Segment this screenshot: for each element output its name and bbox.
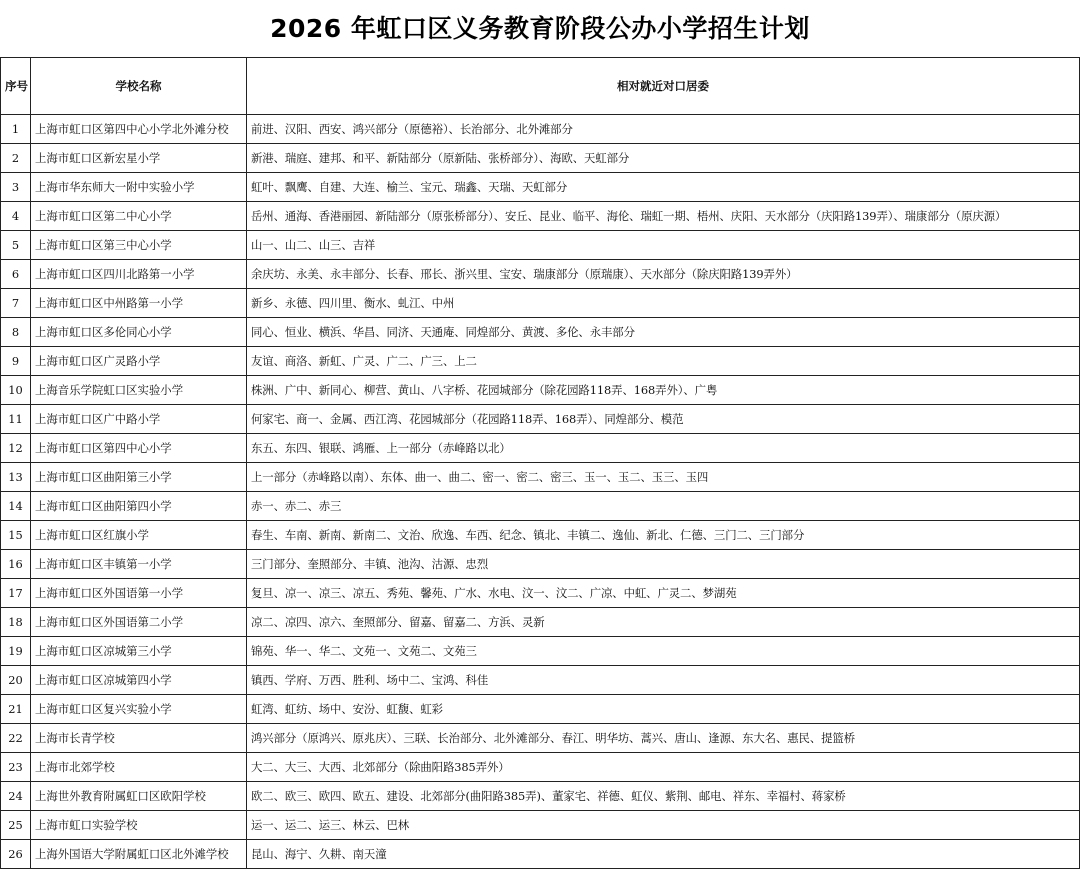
neighborhood-committees: 株洲、广中、新同心、柳营、黄山、八字桥、花园城部分（除花园路118弄、168弄外）、广粤 — [247, 376, 1080, 405]
neighborhood-committees: 新乡、永德、四川里、衡水、虬江、中州 — [247, 289, 1080, 318]
row-index: 14 — [1, 492, 31, 521]
school-name: 上海市北郊学校 — [31, 753, 247, 782]
row-index: 1 — [1, 115, 31, 144]
school-name: 上海世外教育附属虹口区欧阳学校 — [31, 782, 247, 811]
school-name: 上海外国语大学附属虹口区北外滩学校 — [31, 840, 247, 869]
document-title: 2026 年虹口区义务教育阶段公办小学招生计划 — [270, 14, 810, 43]
row-index: 20 — [1, 666, 31, 695]
table-row — [1, 724, 1080, 753]
row-index: 21 — [1, 695, 31, 724]
row-index: 22 — [1, 724, 31, 753]
row-index: 16 — [1, 550, 31, 579]
neighborhood-committees: 虹叶、飘鹰、自建、大连、榆兰、宝元、瑞鑫、天瑞、天虹部分 — [247, 173, 1080, 202]
school-name: 上海市虹口实验学校 — [31, 811, 247, 840]
school-name: 上海音乐学院虹口区实验小学 — [31, 376, 247, 405]
school-name: 上海市虹口区中州路第一小学 — [31, 289, 247, 318]
neighborhood-committees: 余庆坊、永美、永丰部分、长春、邢长、浙兴里、宝安、瑞康部分（原瑞康）、天水部分（除庆阳路139弄外） — [247, 260, 1080, 289]
table-row — [1, 289, 1080, 318]
school-name: 上海市虹口区第四中心小学北外滩分校 — [31, 115, 247, 144]
row-index: 4 — [1, 202, 31, 231]
row-index: 23 — [1, 753, 31, 782]
school-name: 上海市虹口区多伦同心小学 — [31, 318, 247, 347]
neighborhood-committees: 东五、东四、银联、鸿雁、上一部分（赤峰路以北） — [247, 434, 1080, 463]
table-row — [1, 202, 1080, 231]
row-index: 11 — [1, 405, 31, 434]
row-index: 18 — [1, 608, 31, 637]
table-row — [1, 144, 1080, 173]
table-header-row — [1, 58, 1080, 115]
neighborhood-committees: 山一、山二、山三、吉祥 — [247, 231, 1080, 260]
table-row — [1, 753, 1080, 782]
neighborhood-committees: 镇西、学府、万西、胜利、场中二、宝鸿、科佳 — [247, 666, 1080, 695]
table-row — [1, 347, 1080, 376]
row-index: 26 — [1, 840, 31, 869]
school-name: 上海市虹口区外国语第二小学 — [31, 608, 247, 637]
table-row — [1, 695, 1080, 724]
header-index: 序号 — [1, 58, 31, 115]
neighborhood-committees: 运一、运二、运三、林云、巴林 — [247, 811, 1080, 840]
table-row — [1, 782, 1080, 811]
row-index: 6 — [1, 260, 31, 289]
school-name: 上海市虹口区红旗小学 — [31, 521, 247, 550]
school-name: 上海市虹口区第四中心小学 — [31, 434, 247, 463]
table-row — [1, 492, 1080, 521]
neighborhood-committees: 欧二、欧三、欧四、欧五、建设、北郊部分(曲阳路385弄)、董家宅、祥德、虹仪、紫荆、邮电、祥东、幸福村、蒋家桥 — [247, 782, 1080, 811]
row-index: 17 — [1, 579, 31, 608]
neighborhood-committees: 前进、汉阳、西安、鸿兴部分（原德裕）、长治部分、北外滩部分 — [247, 115, 1080, 144]
row-index: 25 — [1, 811, 31, 840]
school-name: 上海市虹口区第二中心小学 — [31, 202, 247, 231]
table-row — [1, 608, 1080, 637]
row-index: 3 — [1, 173, 31, 202]
header-school: 学校名称 — [31, 58, 247, 115]
school-name: 上海市虹口区凉城第三小学 — [31, 637, 247, 666]
table-row — [1, 550, 1080, 579]
neighborhood-committees: 友谊、商洛、新虹、广灵、广二、广三、上二 — [247, 347, 1080, 376]
enrollment-table — [0, 57, 1080, 869]
neighborhood-committees: 凉二、凉四、凉六、奎照部分、留嘉、留嘉二、方浜、灵新 — [247, 608, 1080, 637]
school-name: 上海市虹口区凉城第四小学 — [31, 666, 247, 695]
school-name: 上海市虹口区复兴实验小学 — [31, 695, 247, 724]
school-name: 上海市虹口区新宏星小学 — [31, 144, 247, 173]
neighborhood-committees: 三门部分、奎照部分、丰镇、池沟、沽源、忠烈 — [247, 550, 1080, 579]
table-row — [1, 173, 1080, 202]
table-row — [1, 231, 1080, 260]
school-name: 上海市虹口区外国语第一小学 — [31, 579, 247, 608]
row-index: 13 — [1, 463, 31, 492]
neighborhood-committees: 锦苑、华一、华二、文苑一、文苑二、文苑三 — [247, 637, 1080, 666]
row-index: 2 — [1, 144, 31, 173]
neighborhood-committees: 虹湾、虹纺、场中、安汾、虹馥、虹彩 — [247, 695, 1080, 724]
table-row — [1, 405, 1080, 434]
header-area: 相对就近对口居委 — [247, 58, 1080, 115]
table-row — [1, 637, 1080, 666]
table-row — [1, 840, 1080, 869]
school-name: 上海市华东师大一附中实验小学 — [31, 173, 247, 202]
table-row — [1, 666, 1080, 695]
neighborhood-committees: 同心、恒业、横浜、华昌、同济、天通庵、同煌部分、黄渡、多伦、永丰部分 — [247, 318, 1080, 347]
neighborhood-committees: 上一部分（赤峰路以南）、东体、曲一、曲二、密一、密二、密三、玉一、玉二、玉三、玉四 — [247, 463, 1080, 492]
table-row — [1, 434, 1080, 463]
row-index: 19 — [1, 637, 31, 666]
school-name: 上海市虹口区曲阳第四小学 — [31, 492, 247, 521]
table-row — [1, 260, 1080, 289]
row-index: 12 — [1, 434, 31, 463]
neighborhood-committees: 鸿兴部分（原鸿兴、原兆庆）、三联、长治部分、北外滩部分、春江、明华坊、蒿兴、唐山、逢源、东大名、惠民、提篮桥 — [247, 724, 1080, 753]
school-name: 上海市虹口区四川北路第一小学 — [31, 260, 247, 289]
school-name: 上海市长青学校 — [31, 724, 247, 753]
row-index: 15 — [1, 521, 31, 550]
row-index: 9 — [1, 347, 31, 376]
table-body — [1, 115, 1080, 869]
neighborhood-committees: 大二、大三、大西、北郊部分（除曲阳路385弄外） — [247, 753, 1080, 782]
table-row — [1, 115, 1080, 144]
neighborhood-committees: 岳州、通海、香港丽园、新陆部分（原张桥部分）、安丘、昆业、临平、海伦、瑞虹一期、梧州、庆阳、天水部分（庆阳路139弄）、瑞康部分（原庆源） — [247, 202, 1080, 231]
neighborhood-committees: 春生、车南、新南、新南二、文治、欣逸、车西、纪念、镇北、丰镇二、逸仙、新北、仁德、三门二、三门部分 — [247, 521, 1080, 550]
neighborhood-committees: 昆山、海宁、久耕、南天潼 — [247, 840, 1080, 869]
school-name: 上海市虹口区曲阳第三小学 — [31, 463, 247, 492]
table-row — [1, 463, 1080, 492]
table-row — [1, 579, 1080, 608]
row-index: 7 — [1, 289, 31, 318]
row-index: 5 — [1, 231, 31, 260]
school-name: 上海市虹口区丰镇第一小学 — [31, 550, 247, 579]
school-name: 上海市虹口区广灵路小学 — [31, 347, 247, 376]
neighborhood-committees: 赤一、赤二、赤三 — [247, 492, 1080, 521]
neighborhood-committees: 新港、瑞庭、建邦、和平、新陆部分（原新陆、张桥部分）、海欧、天虹部分 — [247, 144, 1080, 173]
school-name: 上海市虹口区第三中心小学 — [31, 231, 247, 260]
neighborhood-committees: 复旦、凉一、凉三、凉五、秀苑、馨苑、广水、水电、汶一、汶二、广凉、中虹、广灵二、梦湖苑 — [247, 579, 1080, 608]
table-row — [1, 318, 1080, 347]
row-index: 10 — [1, 376, 31, 405]
row-index: 24 — [1, 782, 31, 811]
neighborhood-committees: 何家宅、商一、金属、西江湾、花园城部分（花园路118弄、168弄）、同煌部分、模范 — [247, 405, 1080, 434]
table-row — [1, 811, 1080, 840]
table-row — [1, 376, 1080, 405]
table-row — [1, 521, 1080, 550]
school-name: 上海市虹口区广中路小学 — [31, 405, 247, 434]
row-index: 8 — [1, 318, 31, 347]
